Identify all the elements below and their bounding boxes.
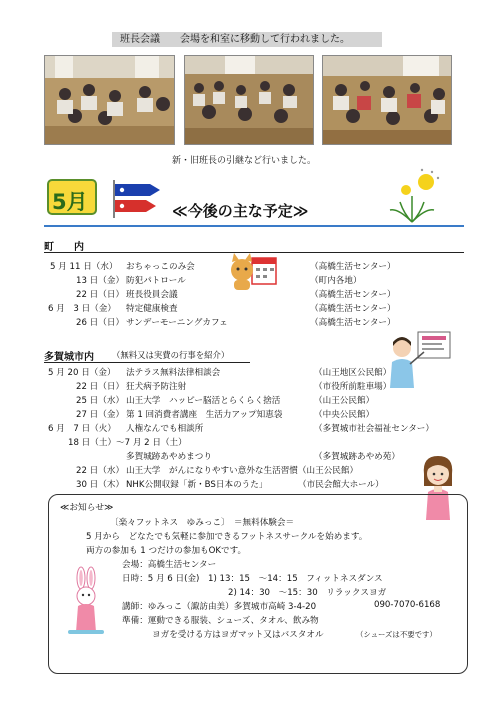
town-row-5-event: サンデーモーニングカフェ <box>126 318 228 328</box>
notice-line-2: 5 月から どなたでも気軽に参加できるフットネスサークルを始めます。 <box>86 532 368 542</box>
meeting-photo-3 <box>322 55 452 145</box>
town-row-3-date: 22 日（日） <box>76 290 125 300</box>
city-row-3-place: （山王公民館） <box>314 396 375 406</box>
town-header: 町 内 <box>44 242 84 253</box>
city-row-8-date: 22 日（水） <box>76 466 125 476</box>
city-row-2-place: （市役所前駐車場） <box>314 382 392 392</box>
city-row-3-event: 山王大学 ハッピー脳活とらくらく捨活 <box>126 396 281 406</box>
cat-calendar-icon <box>226 250 278 292</box>
city-row-4-date: 27 日（金） <box>76 410 125 420</box>
town-row-1-event: おちゃっこのみ会 <box>126 262 195 272</box>
notice-time-2: 2) 14：30 ～15：30 リラックスヨガ <box>228 588 387 598</box>
notice-instructor: 講師：ゆみっこ（諏訪由美）多賀城市高崎 3-4-20 <box>122 602 317 612</box>
city-row-5-date: 6 月 7 日（火） <box>48 424 116 434</box>
city-row-1-place: （山王地区公民館） <box>314 368 392 378</box>
city-row-1-date: 5 月 20 日（金） <box>48 368 116 378</box>
presenter-icon <box>382 330 452 390</box>
city-row-4-event: 第 1 回消費者講座 生活力アップ知恵袋 <box>126 410 283 420</box>
notice-prep-1: 準備：運動できる服装、シューズ、タオル、飲み物 <box>122 616 319 626</box>
city-row-2-event: 狂犬病予防注射 <box>126 382 187 392</box>
notice-phone: 090-7070-6168 <box>374 600 441 610</box>
town-row-1-date: 5 月 11 日（水） <box>50 262 118 272</box>
city-header-line <box>44 362 250 363</box>
meeting-photo-2 <box>184 55 314 145</box>
town-row-1-place: （高橋生活センター） <box>310 262 396 272</box>
bunny-icon <box>64 566 108 636</box>
city-row-6-date: 18 日（土）～7 月 2 日（土） <box>68 438 187 448</box>
town-row-2-date: 13 日（金） <box>76 276 125 286</box>
town-row-2-event: 防犯パトロール <box>126 276 186 286</box>
city-row-7-event: 多賀城跡あやめまつり <box>126 452 212 462</box>
notice-line-3: 両方の参加も 1 つだけの参加もOKです。 <box>86 546 247 556</box>
photo-caption: 新・旧班長の引継など行いました。 <box>172 156 317 166</box>
town-row-3-place: （高橋生活センター） <box>310 290 396 300</box>
town-row-5-place: （高橋生活センター） <box>310 318 396 328</box>
city-row-4-place: （中央公民館） <box>314 410 375 420</box>
city-row-9-event: NHK公開収録「新・BS日本のうた」 <box>126 480 268 490</box>
month-label: 5月 <box>52 190 88 214</box>
town-row-4-place: （高橋生活センター） <box>310 304 396 314</box>
section-rule <box>44 225 464 227</box>
meeting-banner: 班長会議 会場を和室に移動して行われました。 <box>112 32 382 47</box>
city-row-8-event: 山王大学 がんになりやすい意外な生活習慣（山王公民館） <box>126 466 359 476</box>
carp-streamer-icon <box>110 178 162 218</box>
month-badge <box>46 172 98 218</box>
town-row-4-event: 特定健康検査 <box>126 304 178 314</box>
city-row-9-date: 30 日（木） <box>76 480 125 490</box>
city-row-5-event: 人権なんでも相談所 <box>126 424 204 434</box>
city-header-note: （無料又は実費の行事を紹介） <box>112 350 230 360</box>
city-row-9-place: （市民会館大ホール） <box>298 480 384 490</box>
notice-prep-2: ヨガを受ける方はヨガマット又はバスタオル <box>152 630 324 640</box>
notice-title: ≪お知らせ≫ <box>60 503 114 513</box>
dandelion-icon <box>382 168 442 224</box>
notice-venue: 会場：高橋生活センター <box>122 560 217 570</box>
city-row-7-place: （多賀城跡あやめ苑） <box>314 452 400 462</box>
town-row-4-date: 6 月 3 日（金） <box>48 304 116 314</box>
city-row-3-date: 25 日（水） <box>76 396 125 406</box>
city-row-2-date: 22 日（日） <box>76 382 125 392</box>
town-row-2-place: （町内各地） <box>310 276 362 286</box>
city-row-5-place: （多賀城市社会福祉センター） <box>314 424 434 434</box>
notice-prep-2-note: （シューズは不要です） <box>356 630 437 639</box>
notice-line-1: 〔楽々フットネス ゆみっこ〕 ＝無料体験会＝ <box>110 518 295 528</box>
city-row-1-event: 法テラス無料法律相談会 <box>126 368 221 378</box>
city-header: 多賀城市内 <box>44 352 94 363</box>
town-row-5-date: 26 日（日） <box>76 318 125 328</box>
notice-time-1: 日時：5 月 6 日(金) 1) 13：15 ～14：15 フィットネスダンス <box>122 574 383 584</box>
meeting-photo-1 <box>44 55 175 145</box>
schedule-title: ≪今後の主な予定≫ <box>172 202 309 220</box>
town-row-3-event: 班長役員会議 <box>126 290 178 300</box>
